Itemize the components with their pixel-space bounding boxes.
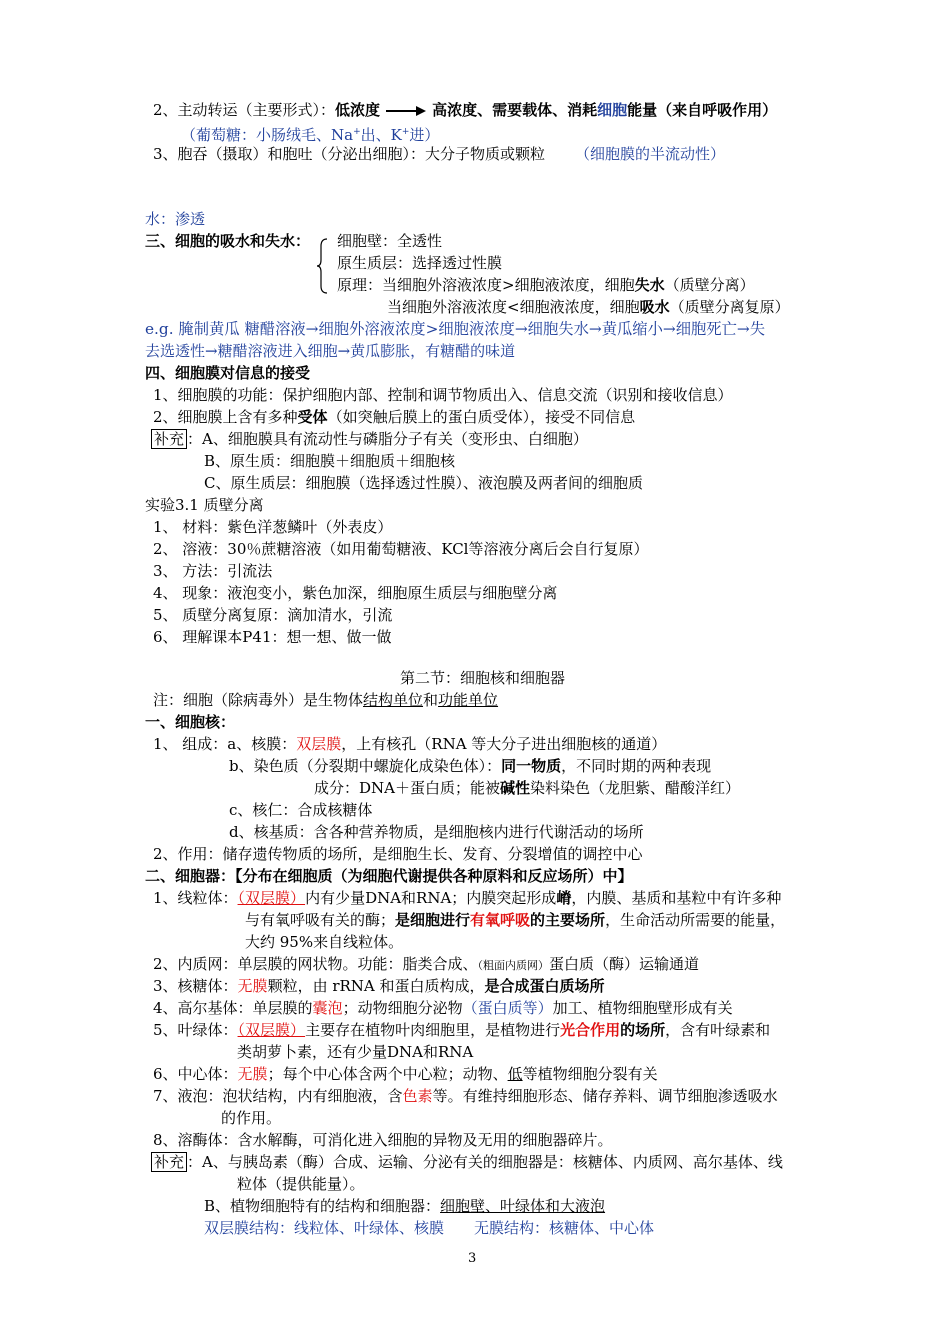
text: （粗面内质网） [477, 959, 550, 972]
text: 无膜 [237, 1065, 268, 1083]
text: 和 [423, 691, 439, 709]
text: + [353, 127, 361, 137]
line-membrane-function: 1、细胞膜的功能：保护细胞内部、控制和调节物质出入、信息交流（识别和接收信息） [153, 386, 733, 404]
text: （如突触后膜上的蛋白质受体），接受不同信息 [327, 408, 636, 426]
text: 嵴 [556, 889, 572, 907]
text: 是细胞进行 [395, 911, 471, 929]
line-chloroplast-1 [153, 1020, 770, 1040]
text: 7、液泡：泡状结构，内有细胞液，含 [153, 1087, 403, 1105]
line-cell-wall: 细胞壁：全透性 [337, 232, 443, 250]
text: 的场所 [620, 1021, 666, 1039]
text: 碱性 [500, 779, 531, 797]
text: 结构单位 [363, 691, 424, 709]
text: 5、叶绿体： [153, 1021, 238, 1039]
heading-water-absorption [145, 231, 310, 251]
text: 3、胞吞（摄取）和胞吐（分泌出细胞）：大分子物质或颗粒 [153, 145, 546, 163]
line-note [153, 690, 498, 710]
text: 低浓度 [335, 101, 381, 119]
text: ：A、细胞膜具有流动性与磷脂分子有关（变形虫、白细胞） [187, 430, 588, 448]
line-water: 水：渗透 [145, 210, 206, 228]
text: （蛋白质等） [462, 999, 553, 1017]
text: B、植物细胞特有的结构和细胞器： [204, 1197, 441, 1215]
line-nucleus-composition [314, 778, 740, 798]
text: 等植物细胞分裂有关 [522, 1065, 658, 1083]
text: 低 [507, 1065, 523, 1083]
line-exp-1: 1、 材料：紫色洋葱鳞叶（外表皮） [153, 518, 393, 536]
line-exp-2: 2、 溶液：30％蔗糖溶液（如用葡萄糖液、KCl等溶液分离后会自行复原） [153, 540, 649, 558]
text: 失水 [634, 276, 665, 294]
text: 蛋白质（酶）运输通道 [549, 955, 700, 973]
text: 2、细胞膜上含有多种 [153, 408, 298, 426]
line-lysosome: 8、溶酶体：含水解酶，可消化进入细胞的异物及无用的细胞器碎片。 [153, 1131, 613, 1149]
text: （双层膜） [237, 889, 306, 907]
text: ，含有叶绿素和 [665, 1021, 771, 1039]
text: 2、内质网：单层膜的网状物。功能：脂类合成、 [153, 955, 478, 973]
text: 进） [409, 126, 440, 144]
text: 高浓度、需要载体、消耗 [432, 101, 598, 119]
text: 6、中心体： [153, 1065, 238, 1083]
text: b、染色质（分裂期中螺旋化成染色体）： [229, 757, 502, 775]
line-example-1: e.g. 腌制黄瓜 糖醋溶液→细胞外溶液浓度>细胞液浓度→细胞失水→黄瓜缩小→细胞死亡→失 [145, 320, 765, 338]
line-supplement2-a2: 粒体（提供能量）。 [237, 1175, 365, 1193]
heading-experiment: 实验3.1 质壁分离 [145, 496, 264, 514]
line-nucleus-c: c、核仁：合成核糖体 [229, 801, 373, 819]
text: 原理：当细胞外溶液浓度>细胞液浓度，细胞 [337, 276, 635, 294]
line-mitochondria-3: 大约 95%来自线粒体。 [245, 933, 404, 951]
text: 能量（来自呼吸作用） [627, 101, 778, 119]
arrow-right-icon [386, 106, 426, 116]
text: （质壁分离复原） [669, 298, 790, 316]
text: 的主要场所 [530, 911, 606, 929]
line-exp-3: 3、 方法：引流法 [153, 562, 273, 580]
line-exp-4: 4、 现象：液泡变小，紫色加深，细胞原生质层与细胞壁分离 [153, 584, 558, 602]
text: （葡萄糖：小肠绒毛、Na [181, 126, 354, 144]
line-supplement2-a [151, 1152, 783, 1172]
text: 吸水 [639, 298, 670, 316]
line-principle-1 [337, 275, 755, 295]
line-example-2: 去选透性→糖醋溶液进入细胞→黄瓜膨胀，有糖醋的味道 [145, 342, 516, 360]
text: 无膜 [237, 977, 268, 995]
text: 当细胞外溶液浓度<细胞液浓度，细胞 [387, 298, 640, 316]
line-nucleus-d: d、核基质：含各种营养物质，是细胞核内进行代谢活动的场所 [229, 823, 644, 841]
text: （质壁分离） [664, 276, 755, 294]
text: 双层膜结构：线粒体、叶绿体、核膜 [204, 1219, 445, 1237]
brace-icon [316, 238, 328, 294]
text: 颗粒，由 rRNA 和蛋白质构成， [267, 977, 485, 995]
line-exp-5: 5、 质壁分离复原：滴加清水，引流 [153, 606, 393, 624]
text: + [401, 127, 410, 137]
heading-organelles: 二、细胞器：【分布在细胞质（为细胞代谢提供各种原料和反应场所）中】 [145, 867, 633, 885]
text: （双层膜） [237, 1021, 306, 1039]
heading-membrane-info: 四、细胞膜对信息的接受 [145, 364, 311, 382]
line-membrane-structures [204, 1218, 654, 1238]
line-supplement-b: B、原生质：细胞膜＋细胞质＋细胞核 [204, 452, 456, 470]
text: 囊泡 [312, 999, 343, 1017]
text: 染料染色（龙胆紫、醋酸洋红） [530, 779, 741, 797]
text: ，内膜、基质和基粒中有许多种 [571, 889, 782, 907]
text: 内有少量DNA和RNA；内膜突起形成 [305, 889, 557, 907]
text: （细胞膜的半流动性） [575, 145, 726, 163]
text: 色素 [402, 1087, 433, 1105]
heading-nucleus: 一、细胞核： [145, 713, 236, 731]
text: 无膜结构：核糖体、中心体 [474, 1219, 655, 1237]
text: 双层膜 [296, 735, 342, 753]
line-receptor [153, 407, 635, 427]
text: 受体 [297, 408, 328, 426]
line-active-transport [153, 100, 777, 120]
line-er [153, 954, 699, 974]
line-mitochondria-1 [153, 888, 781, 908]
line-centrosome [153, 1064, 658, 1084]
text: 主要存在植物叶肉细胞里，是植物进行 [305, 1021, 561, 1039]
line-supplement-a [151, 429, 588, 449]
text: 同一物质 [501, 757, 562, 775]
line-vacuole-1 [153, 1086, 778, 1106]
line-vacuole-2: 的作用。 [221, 1109, 282, 1127]
text: 有氧呼吸 [470, 911, 531, 929]
text: 是合成蛋白质场所 [484, 977, 605, 995]
text: 1、 组成：a、核膜： [153, 735, 297, 753]
line-nucleus-function: 2、作用：储存遗传物质的场所，是细胞生长、发育、分裂增值的调控中心 [153, 845, 643, 863]
text: 出、K [360, 126, 402, 144]
line-nucleus-a [153, 734, 666, 754]
text: 4、高尔基体：单层膜的 [153, 999, 313, 1017]
text: ，生命活动所需要的能量， [605, 911, 786, 929]
text: ；每个中心体含两个中心粒；动物、 [267, 1065, 508, 1083]
line-exp-6: 6、 理解课本P41：想一想、做一做 [153, 628, 392, 646]
line-supplement-c: C、原生质层：细胞膜（选择透过性膜）、液泡膜及两者间的细胞质 [204, 474, 643, 492]
supplement-box: 补充 [151, 1152, 187, 1172]
line-golgi [153, 998, 733, 1018]
text: ；动物细胞分泌物 [342, 999, 463, 1017]
page-number: 3 [468, 1251, 477, 1266]
text: 注：细胞（除病毒外）是生物体 [153, 691, 364, 709]
section-title: 第二节：细胞核和细胞器 [400, 669, 566, 687]
text: 功能单位 [438, 691, 499, 709]
text: 细胞壁、叶绿体和大液泡 [440, 1197, 606, 1215]
text: 三、细胞的吸水和失水： [145, 232, 311, 250]
text: 与有氧呼吸有关的酶； [245, 911, 396, 929]
line-principle-2 [387, 297, 790, 317]
text: 2、主动转运（主要形式）： [153, 101, 336, 119]
text: 成分：DNA＋蛋白质；能被 [314, 779, 500, 797]
text: ：A、与胰岛素（酶）合成、运输、分泌有关的细胞器是：核糖体、内质网、高尔基体、线 [187, 1153, 783, 1171]
line-supplement2-b [204, 1196, 605, 1216]
text: ，不同时期的两种表现 [561, 757, 712, 775]
text: 光合作用 [560, 1021, 621, 1039]
text: 3、核糖体： [153, 977, 238, 995]
line-nucleus-b [229, 756, 711, 776]
supplement-box: 补充 [151, 429, 187, 449]
text: ，上有核孔（RNA 等大分子进出细胞核的通道） [341, 735, 667, 753]
text: 加工、植物细胞壁形成有关 [552, 999, 733, 1017]
line-protoplast-layer: 原生质层：选择透过性膜 [337, 254, 503, 272]
line-endocytosis [153, 144, 725, 164]
line-mitochondria-2 [245, 910, 785, 930]
text: 1、线粒体： [153, 889, 238, 907]
line-glucose [181, 122, 439, 142]
text: 等。有维持细胞形态、储存养料、调节细胞渗透吸水 [432, 1087, 778, 1105]
line-chloroplast-2: 类胡萝卜素，还有少量DNA和RNA [237, 1043, 474, 1061]
text: 细胞 [597, 101, 628, 119]
line-ribosome [153, 976, 605, 996]
